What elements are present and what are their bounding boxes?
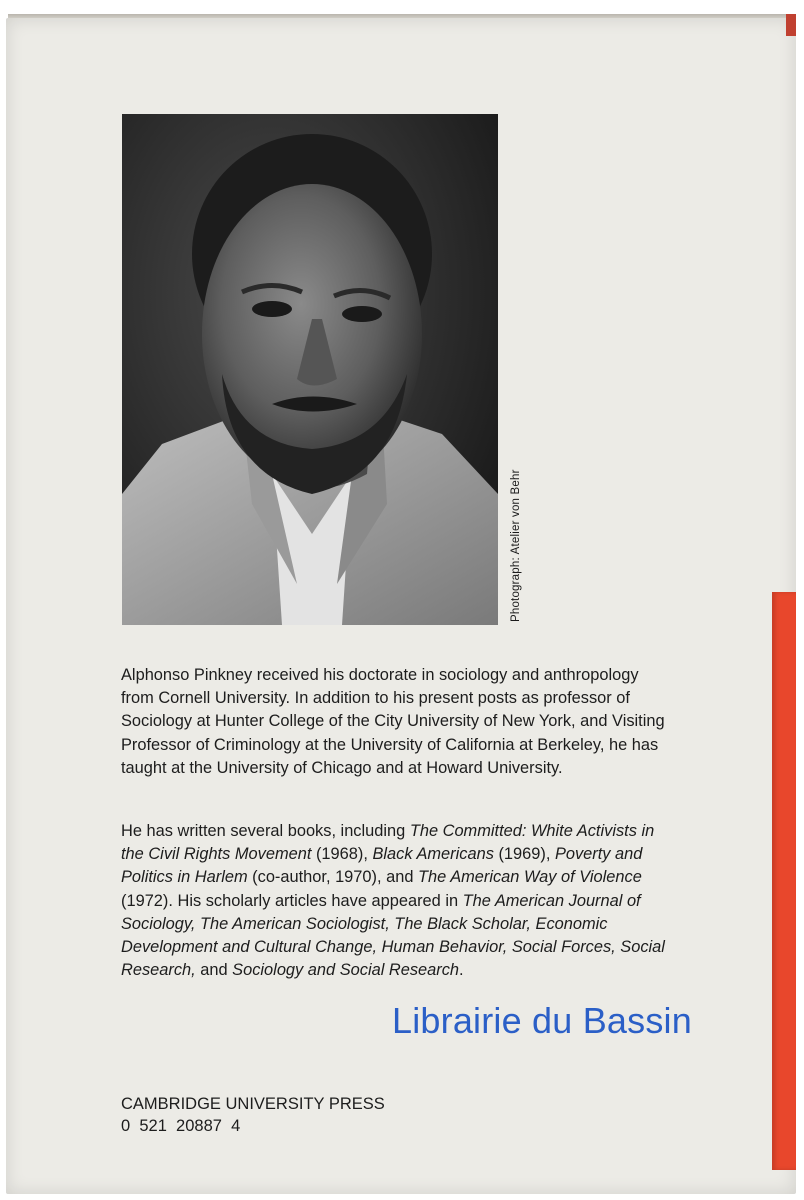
book-year: (1969), (493, 845, 555, 864)
journal-list: The American Journal of Sociology, The American Sociologist, The Black Scholar, Economic Development and Cultural Change, Human Behavior, Social Forces, Social Research, (121, 891, 665, 980)
publications-intro: He has written several books, including (121, 822, 410, 840)
conjunction: and (195, 961, 233, 980)
journal-title: Sociology and Social Research (232, 961, 460, 980)
author-bio-paragraph: Alphonso Pinkney received his doctorate in sociology and anthropology from Cornell University. In addition to his present posts as professor of Sociology at Hunter College of the City University of New York, and Visiting Professor of Criminology at the University of California at Berkeley, he has taught at the University of Chicago and at Howard University. (121, 666, 665, 777)
bookseller-watermark: Librairie du Bassin (392, 1000, 692, 1041)
photo-credit: Photograph: Atelier von Behr (510, 469, 522, 622)
book-title: The American Way of Violence (418, 868, 642, 887)
cover-corner-edge (786, 14, 796, 36)
author-photograph (122, 114, 498, 625)
book-title: Poverty and Politics in Harlem (121, 845, 643, 887)
sentence-end: . (459, 961, 464, 980)
book-year: (1972). His scholarly articles have appeared in (121, 891, 463, 910)
red-cover-edge (772, 592, 796, 1170)
book-title: Black Americans (372, 845, 494, 864)
isbn-number: 0 521 20887 4 (121, 1117, 241, 1135)
book-title: The Committed: White Activists in the Civil Rights Movement (121, 822, 655, 864)
publisher-name: CAMBRIDGE UNIVERSITY PRESS (121, 1095, 385, 1113)
author-publications-paragraph (121, 820, 673, 982)
book-note: (co-author, 1970), and (247, 868, 418, 887)
book-year: (1968), (311, 845, 373, 864)
